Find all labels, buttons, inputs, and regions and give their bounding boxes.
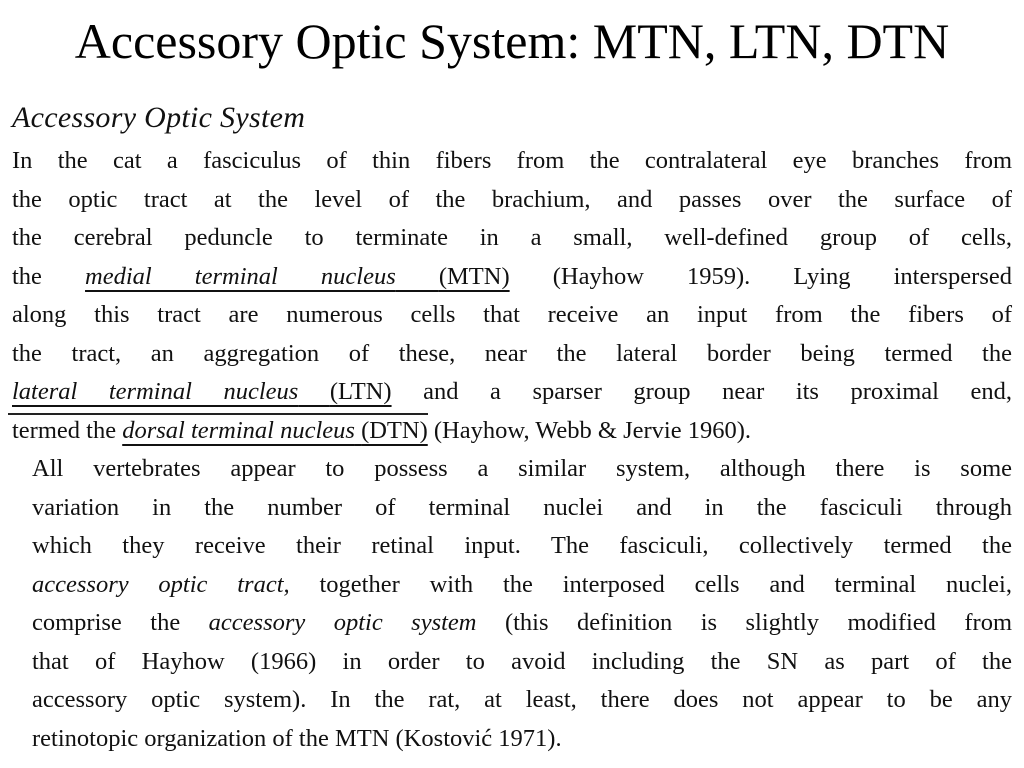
- abbrev-ltn: (LTN): [329, 378, 392, 405]
- underlined-term-mtn: [85, 263, 510, 290]
- term-medial-terminal-nucleus: medial terminal nucleus: [85, 262, 396, 290]
- text-line: the tract, an aggregation of these, near the lateral border being termed the: [12, 339, 1012, 367]
- text-line: [12, 373, 1012, 412]
- text-line: which they receive their retinal input. The fasciculi, collectively termed the: [32, 532, 1012, 559]
- text-line: [12, 566, 1012, 605]
- section-heading: Accessory Optic System: [12, 101, 306, 134]
- text-line: [12, 412, 1012, 451]
- slide-title: Accessory Optic System: MTN, LTN, DTN: [74, 13, 950, 69]
- text-fragment: (Hayhow 1959). Lying interspersed: [552, 262, 1012, 290]
- text-fragment: (this definition is slightly modified from: [504, 609, 1013, 636]
- abbrev-dtn: (DTN): [361, 416, 428, 444]
- underlined-term-dtn: [122, 417, 428, 444]
- paragraph-1: [12, 142, 1012, 450]
- text-fragment: and a sparser group near its proximal end,: [423, 378, 1013, 405]
- text-line: retinotopic organization of the MTN (Kostović 1971).: [32, 724, 562, 752]
- text-line: the optic tract at the level of the brachium, and passes over the surface of: [12, 185, 1012, 213]
- text-line: All vertebrates appear to possess a similar system, although there is some: [32, 455, 1012, 482]
- text-line: [12, 604, 1012, 643]
- text-line: In the cat a fasciculus of thin fibers from the contralateral eye branches from: [12, 147, 1012, 174]
- text-line: the cerebral peduncle to terminate in a small, well-defined group of cells,: [12, 224, 1012, 251]
- text-line: accessory optic system). In the rat, at least, there does not appear to be any: [32, 686, 1012, 713]
- text-fragment: the: [12, 262, 42, 290]
- term-accessory-optic-tract: accessory optic tract,: [32, 570, 290, 598]
- text-fragment: (Hayhow, Webb & Jervie 1960).: [433, 416, 752, 444]
- scanned-text-page: [12, 98, 1012, 758]
- term-dorsal-terminal-nucleus: dorsal terminal nucleus: [122, 416, 355, 444]
- term-lateral-terminal-nucleus: lateral terminal nucleus: [12, 378, 299, 405]
- abbrev-mtn: (MTN): [438, 262, 510, 290]
- text-line: [12, 258, 1012, 297]
- text-fragment: together with the interposed cells and terminal nuclei,: [319, 570, 1012, 598]
- text-line: along this tract are numerous cells that receive an input from the fibers of: [12, 301, 1012, 328]
- text-fragment: comprise the: [32, 609, 181, 636]
- term-accessory-optic-system: accessory optic system: [208, 609, 477, 636]
- paragraph-2: [12, 450, 1012, 758]
- text-line: variation in the number of terminal nuclei and in the fasciculi through: [32, 493, 1012, 521]
- hand-drawn-underline: [8, 413, 428, 415]
- underlined-term-ltn: [12, 378, 392, 405]
- text-fragment: termed the: [12, 416, 117, 444]
- text-line: that of Hayhow (1966) in order to avoid including the SN as part of the: [32, 647, 1012, 675]
